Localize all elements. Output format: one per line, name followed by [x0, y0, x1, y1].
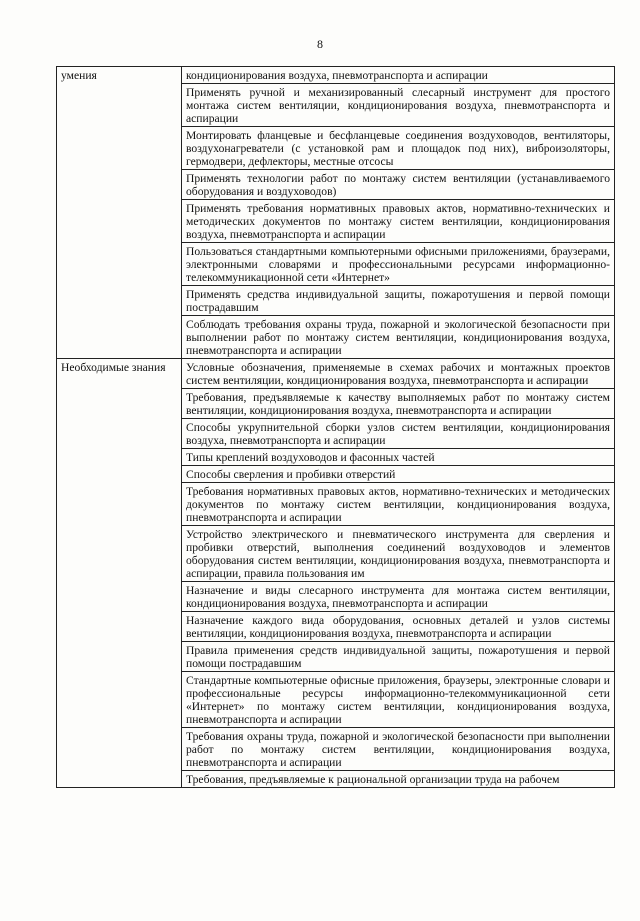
table-row — [57, 359, 615, 389]
skill-cell: Монтировать фланцевые и бесфланцевые соединения воздуховодов, вентиляторы, воздухонагреватели (с установкой рам и площадок под них), виброизоляторы, гермодвери, дефлекторы, местные отсосы — [182, 127, 615, 170]
knowledge-cell: Требования охраны труда, пожарной и экологической безопасности при выполнении работ по монтажу систем вентиляции, кондиционирования воздуха, пневмотранспорта и аспирации — [182, 728, 615, 771]
knowledge-cell: Способы укрупнительной сборки узлов систем вентиляции, кондиционирования воздуха, пневмотранспорта и аспирации — [182, 419, 615, 449]
knowledge-label-cell — [57, 359, 182, 788]
knowledge-cell: Условные обозначения, применяемые в схемах рабочих и монтажных проектов систем вентиляции, кондиционирования воздуха, пневмотранспорта и аспирации — [182, 359, 615, 389]
skill-cell: Соблюдать требования охраны труда, пожарной и экологической безопасности при выполнении работ по монтажу систем вентиляции, кондиционирования воздуха, пневмотранспорта и аспирации — [182, 316, 615, 359]
page-number: 8 — [317, 37, 323, 51]
skills-label-cell — [57, 67, 182, 359]
table-row — [57, 67, 615, 84]
skill-cell: Применять требования нормативных правовых актов, нормативно-технических и методических документов по монтажу систем вентиляции, кондиционирования воздуха, пневмотранспорта и аспирации — [182, 200, 615, 243]
knowledge-cell: Назначение и виды слесарного инструмента для монтажа систем вентиляции, кондиционирования воздуха, пневмотранспорта и аспирации — [182, 582, 615, 612]
knowledge-cell: Требования, предъявляемые к рациональной организации труда на рабочем — [182, 771, 615, 788]
skill-cell: кондиционирования воздуха, пневмотранспорта и аспирации — [182, 67, 615, 84]
knowledge-cell: Способы сверления и пробивки отверстий — [182, 466, 615, 483]
knowledge-cell: Требования нормативных правовых актов, нормативно-технических и методических документов по монтажу систем вентиляции, кондиционирования воздуха, пневмотранспорта и аспирации — [182, 483, 615, 526]
skill-cell: Пользоваться стандартными компьютерными офисными приложениями, браузерами, электронными словарями и профессиональными ресурсами информационно-телекоммуникационной сети «Интернет» — [182, 243, 615, 286]
knowledge-cell: Правила применения средств индивидуальной защиты, пожаротушения и первой помощи пострадавшим — [182, 642, 615, 672]
knowledge-cell: Требования, предъявляемые к качеству выполняемых работ по монтажу систем вентиляции, кондиционирования воздуха, пневмотранспорта и аспирации — [182, 389, 615, 419]
skills-label: умения — [61, 69, 97, 82]
knowledge-cell: Назначение каждого вида оборудования, основных деталей и узлов системы вентиляции, кондиционирования воздуха, пневмотранспорта и аспирации — [182, 612, 615, 642]
skill-cell: Применять технологии работ по монтажу систем вентиляции (устанавливаемого оборудования и воздуховодов) — [182, 170, 615, 200]
knowledge-cell: Устройство электрического и пневматического инструмента для сверления и пробивки отверстий, выполнения соединений воздуховодов и элементов оборудования систем вентиляции, кондиционирования воздуха, пневмотранспорта и аспирации, правила пользования им — [182, 526, 615, 582]
skill-cell: Применять ручной и механизированный слесарный инструмент для простого монтажа систем вентиляции, кондиционирования воздуха, пневмотранспорта и аспирации — [182, 84, 615, 127]
skill-cell: Применять средства индивидуальной защиты, пожаротушения и первой помощи пострадавшим — [182, 286, 615, 316]
knowledge-cell: Стандартные компьютерные офисные приложения, браузеры, электронные словари и профессиональные ресурсы информационно-телекоммуникационной сети «Интернет» по монтажу систем вентиляции, кондиционирования воздуха, пневмотранспорта и аспирации — [182, 672, 615, 728]
knowledge-label: Необходимые знания — [61, 361, 166, 374]
knowledge-cell: Типы креплений воздуховодов и фасонных частей — [182, 449, 615, 466]
requirements-table — [56, 66, 615, 788]
